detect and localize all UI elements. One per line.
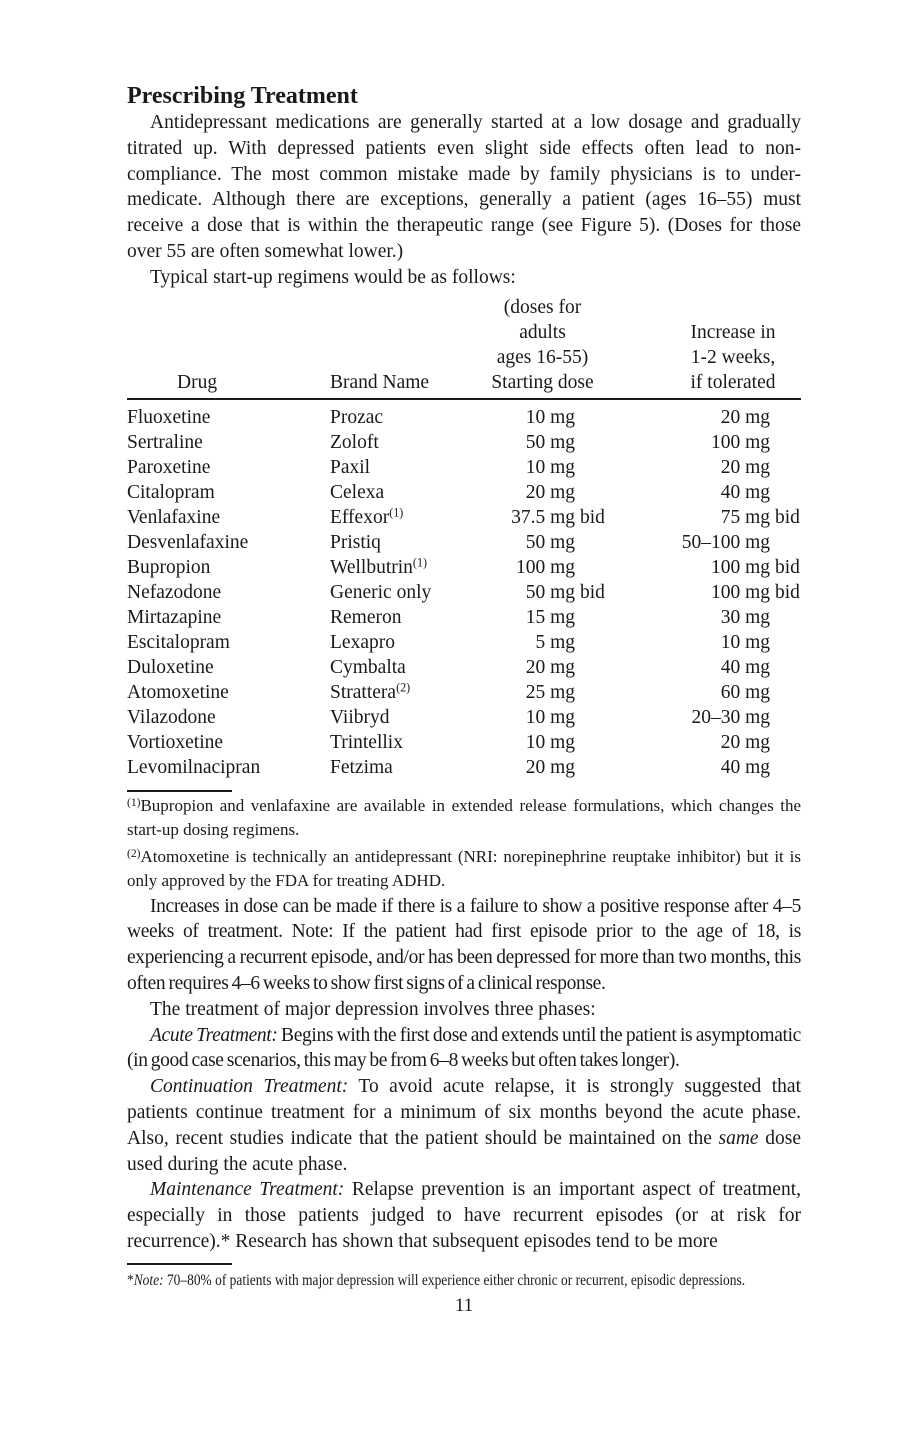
increase-dose: 60 mg (720, 681, 770, 703)
brand-name: Viibryd (330, 706, 390, 728)
table-row (127, 405, 801, 430)
increase-dose: 40 mg (720, 481, 770, 503)
brand-name: Cymbalta (330, 656, 406, 678)
drug-name: Sertraline (127, 431, 203, 453)
increase-dose: 10 mg (720, 631, 770, 653)
page-title: Prescribing Treatment (127, 83, 358, 109)
brand-name: Fetzima (330, 756, 393, 778)
brand-name: Wellbutrin$^{(1)}$ (330, 554, 428, 578)
table-row (127, 655, 801, 680)
table-row (127, 680, 801, 705)
brand-footnote-marker: (1) (389, 504, 404, 519)
brand-name: Prozac (330, 406, 384, 428)
table-row (127, 530, 801, 555)
drug-name: Escitalopram (127, 631, 230, 653)
drug-name: Levomilnacipran (127, 756, 261, 778)
table-row (127, 630, 801, 655)
drug-name: Nefazodone (127, 581, 222, 603)
starting-dose: 100 mg (515, 556, 575, 578)
drug-name: Mirtazapine (127, 606, 222, 628)
drug-name: Duloxetine (127, 656, 214, 678)
brand-name: Trintellix (330, 731, 403, 753)
increase-dose: 40 mg (720, 656, 770, 678)
starting-dose: 5 mg (535, 631, 575, 653)
bottom-note-marker: * (127, 1271, 134, 1289)
starting-dose: 10 mg (525, 731, 575, 753)
page-number: 11 (454, 1294, 474, 1316)
increase-dose: 20 mg (720, 731, 770, 753)
starting-dose: 25 mg (525, 681, 575, 703)
regimens-intro: Typical start-up regimens would be as follows: (150, 266, 516, 288)
drug-name: Vilazodone (127, 706, 216, 728)
drug-name: Desvenlafaxine (127, 531, 249, 553)
footnote-1-marker: (1) (127, 795, 141, 809)
drug-name: Atomoxetine (127, 681, 229, 703)
table-body (127, 405, 801, 780)
acute-treatment-paragraph: Acute Treatment: Begins with the first dose and extends until the patient is asymptomatic (in good case scenarios, this may be from 6–8 weeks but often takes longer). (127, 1024, 801, 1072)
maintenance-treatment-paragraph: Maintenance Treatment: Relapse prevention is an important aspect of treatment, especially in those patients judged to have recurrent episodes (or at risk for recurrence).* Research has shown that subsequent episodes tend to be more (127, 1179, 801, 1252)
drug-name: Bupropion (127, 556, 211, 578)
table-row (127, 580, 801, 605)
bottom-note: *Note: 70–80% of patients with major depression will experience either chronic or recurrent, episodic depressions. (127, 1271, 746, 1289)
starting-dose: 10 mg (525, 406, 575, 428)
table-footnote-rule (127, 790, 232, 792)
emphasis-same: same (718, 1127, 759, 1149)
table-row (127, 455, 801, 480)
starting-dose: 20 mg (525, 481, 575, 503)
bottom-note-rule (127, 1263, 232, 1265)
table-row (127, 605, 801, 630)
brand-name: Celexa (330, 481, 385, 503)
continuation-treatment-paragraph: Continuation Treatment: To avoid acute relapse, it is strongly suggested that patients continue treatment for a minimum of six months beyond the acute phase. Also, recent studies indicate that the patient should be maintained on the same dose used during the acute phase. (127, 1076, 801, 1175)
brand-name: Lexapro (330, 631, 395, 653)
increase-dose: 75 mg bid (720, 506, 800, 528)
increase-dose: 20–30 mg (691, 706, 770, 728)
starting-dose: 15 mg (525, 606, 575, 628)
dosing-table (127, 295, 801, 780)
phases-intro: The treatment of major depression involves three phases: (150, 998, 596, 1020)
table-footnote-1: $^{(1)}$Bupropion and venlafaxine are available in extended release formulations, which changes the start-up dosing regimens. (127, 795, 801, 840)
col-header-drug: Drug (177, 371, 218, 393)
col-header-starting-dose: (doses for adults ages 16-55) Starting dose (491, 296, 594, 393)
starting-dose: 50 mg (525, 531, 575, 553)
document-page (127, 82, 801, 1318)
increase-dose: 100 mg bid (710, 556, 800, 578)
starting-dose: 37.5 mg bid (511, 506, 605, 528)
starting-dose: 20 mg (525, 756, 575, 778)
brand-name: Zoloft (330, 431, 379, 453)
increase-dose: 40 mg (720, 756, 770, 778)
brand-name: Paxil (330, 456, 371, 478)
table-row (127, 705, 801, 730)
table-footnote-2: $^{(2)}$Atomoxetine is technically an antidepressant (NRI: norepinephrine reuptake inhibitor) but it is only approved by the FDA for treating ADHD. (127, 846, 801, 891)
table-header-rule (127, 398, 801, 400)
drug-name: Paroxetine (127, 456, 211, 478)
table-row (127, 755, 801, 780)
intro-paragraph: Antidepressant medications are generally started at a low dosage and gradually titrated up. With depressed patients even slight side effects often lead to non-compliance. The most common mistake made by family physicians is to under-medicate. Although there are exceptions, generally a patient (ages 16–55) must receive a dose that is within the therapeutic range (see Figure 5). (Doses for those over 55 are often somewhat lower.) (127, 112, 801, 262)
increase-dose: 100 mg (710, 431, 770, 453)
acute-treatment-label: Acute Treatment: (150, 1024, 278, 1046)
brand-name: Effexor$^{(1)}$ (330, 504, 404, 528)
footnote-2-marker: (2) (127, 846, 141, 860)
col-header-increase: Increase in 1-2 weeks, if tolerated (690, 321, 776, 393)
brand-name: Pristiq (330, 531, 381, 553)
table-row (127, 505, 801, 530)
brand-footnote-marker: (1) (412, 554, 428, 569)
maintenance-treatment-label: Maintenance Treatment: (150, 1179, 345, 1201)
table-row (127, 555, 801, 580)
starting-dose: 50 mg bid (525, 581, 605, 603)
starting-dose: 50 mg (525, 431, 575, 453)
starting-dose: 20 mg (525, 656, 575, 678)
continuation-treatment-label: Continuation Treatment: (150, 1076, 349, 1098)
increase-dose: 100 mg bid (710, 581, 800, 603)
starting-dose: 10 mg (525, 456, 575, 478)
col-header-brand: Brand Name (330, 371, 430, 393)
drug-name: Fluoxetine (127, 406, 211, 428)
increase-dose: 20 mg (720, 456, 770, 478)
drug-name: Vortioxetine (127, 731, 224, 753)
brand-name: Generic only (330, 581, 432, 603)
table-header (127, 295, 801, 395)
starting-dose: 10 mg (525, 706, 575, 728)
drug-name: Venlafaxine (127, 506, 221, 528)
increase-dose: 20 mg (720, 406, 770, 428)
increase-dose: 30 mg (720, 606, 770, 628)
brand-footnote-marker: (2) (396, 679, 411, 694)
brand-name: Strattera$^{(2)}$ (330, 679, 411, 703)
table-row (127, 480, 801, 505)
table-row (127, 730, 801, 755)
drug-name: Citalopram (127, 481, 215, 503)
increase-dose: 50–100 mg (681, 531, 770, 553)
table-row (127, 430, 801, 455)
increases-paragraph: Increases in dose can be made if there is a failure to show a positive response after 4–5 weeks of treatment. Note: If the patient had first episode prior to the age of 18, is experiencing a recurrent episode, and/or has been depressed for more than two months, this often requires 4–6 weeks to show first signs of a clinical response. (127, 895, 801, 994)
brand-name: Remeron (330, 606, 402, 628)
bottom-note-label: Note: (133, 1271, 164, 1289)
